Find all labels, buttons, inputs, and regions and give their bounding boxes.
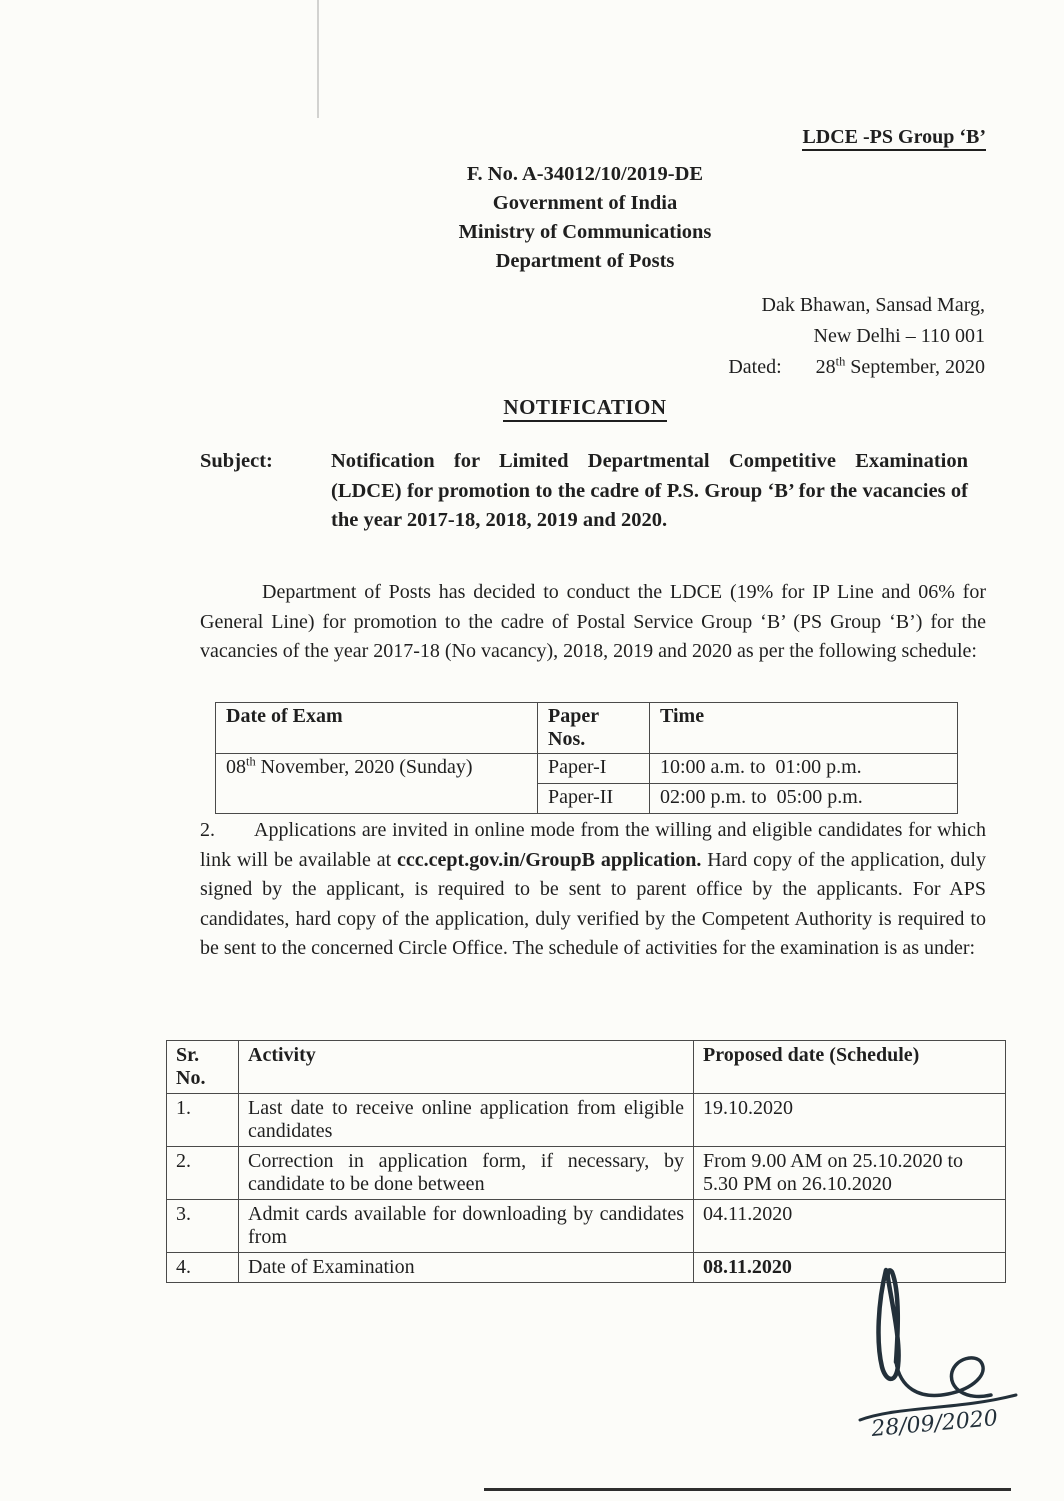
document-tag-text: LDCE -PS Group ‘B’	[802, 126, 986, 151]
schedule-activity-cell: Last date to receive online application from eligible candidates	[239, 1094, 694, 1147]
paragraph-2: 2. Applications are invited in online mode from the willing and eligible candidates for which link will be available at ccc.cept.gov.in/GroupB application. Hard copy of the application, duly signed by the applicant, is required to be sent to parent office by the applicants. For APS candidates, hard copy of the application, duly verified by the Competent Authority is required to be sent to the concerned Circle Office. The schedule of activities for the examination is as under:	[200, 819, 986, 959]
signature-date: 28/09/2020	[870, 1406, 999, 1442]
org-line-department: Department of Posts	[495, 250, 675, 272]
exam-schedule-table	[215, 702, 958, 814]
schedule-activity-cell: Correction in application form, if necessary, by candidate to be done between	[239, 1147, 694, 1200]
address-line-2: New Delhi – 110 001	[813, 325, 985, 347]
schedule-header-row	[167, 1041, 1006, 1094]
application-link-text: ccc.cept.gov.in/GroupB application.	[397, 848, 702, 871]
exam-header-time: Time	[650, 703, 958, 754]
letterhead	[145, 160, 1025, 276]
exam-paper-2-cell: Paper-II	[538, 784, 650, 814]
org-line-ministry: Ministry of Communications	[458, 221, 712, 243]
dated-value: 28th September, 2020	[815, 354, 985, 378]
subject-text: Notification for Limited Departmental Competitive Examination (LDCE) for promotion to the cadre of P.S. Group ‘B’ for the vacancies of the year 2017-18, 2018, 2019 and 2020.	[331, 450, 968, 531]
address-block	[728, 290, 985, 383]
exam-table-row-1	[216, 754, 958, 784]
schedule-row-3	[167, 1200, 1006, 1253]
scan-artifact-line	[317, 0, 319, 118]
schedule-date-cell: 04.11.2020	[694, 1200, 1006, 1253]
exam-paper-1-cell: Paper-I	[538, 754, 650, 784]
document-tag	[802, 126, 986, 149]
schedule-header-srno: Sr. No.	[167, 1041, 239, 1094]
activity-schedule-table	[166, 1040, 1006, 1283]
subject-block	[200, 447, 968, 536]
schedule-date-cell: From 9.00 AM on 25.10.2020 to 5.30 PM on 26.10.2020	[694, 1147, 1006, 1200]
schedule-header-date: Proposed date (Schedule)	[694, 1041, 1006, 1094]
paragraph-2-number: 2.	[200, 819, 215, 841]
schedule-row-1	[167, 1094, 1006, 1147]
exam-time-2-cell: 02:00 p.m. to 05:00 p.m.	[650, 784, 958, 814]
schedule-srno-cell: 3.	[167, 1200, 239, 1253]
schedule-activity-cell: Date of Examination	[239, 1253, 694, 1283]
exam-table-header-row	[216, 703, 958, 754]
dated-label: Dated:	[728, 356, 782, 378]
address-line-1: Dak Bhawan, Sansad Marg,	[761, 294, 985, 316]
exam-header-paper: Paper Nos.	[538, 703, 650, 754]
subject-label: Subject:	[200, 450, 273, 472]
exam-date-cell: 08th November, 2020 (Sunday)	[216, 754, 538, 814]
schedule-header-activity: Activity	[239, 1041, 694, 1094]
signature-flourish-icon	[896, 1358, 991, 1397]
schedule-date-cell: 19.10.2020	[694, 1094, 1006, 1147]
schedule-row-2	[167, 1147, 1006, 1200]
schedule-srno-cell: 2.	[167, 1147, 239, 1200]
schedule-srno-cell: 4.	[167, 1253, 239, 1283]
file-number: F. No. A-34012/10/2019-DE	[466, 163, 704, 185]
notification-heading: NOTIFICATION	[145, 395, 1025, 420]
schedule-date-cell: 08.11.2020	[694, 1253, 1006, 1283]
handwritten-signature	[848, 1262, 1023, 1452]
schedule-activity-cell: Admit cards available for downloading by candidates from	[239, 1200, 694, 1253]
scan-bottom-line	[484, 1488, 1011, 1491]
org-line-government: Government of India	[492, 192, 678, 214]
paragraph-1: Department of Posts has decided to conduct the LDCE (19% for IP Line and 06% for General Line) for promotion to the cadre of Postal Service Group ‘B’ (PS Group ‘B’) for the vacancies of the year 2017-18 (No vacancy), 2018, 2019 and 2020 as per the following schedule:	[200, 581, 986, 662]
exam-header-date: Date of Exam	[216, 703, 538, 754]
exam-time-1-cell: 10:00 a.m. to 01:00 p.m.	[650, 754, 958, 784]
dated-line	[728, 352, 985, 383]
schedule-srno-cell: 1.	[167, 1094, 239, 1147]
